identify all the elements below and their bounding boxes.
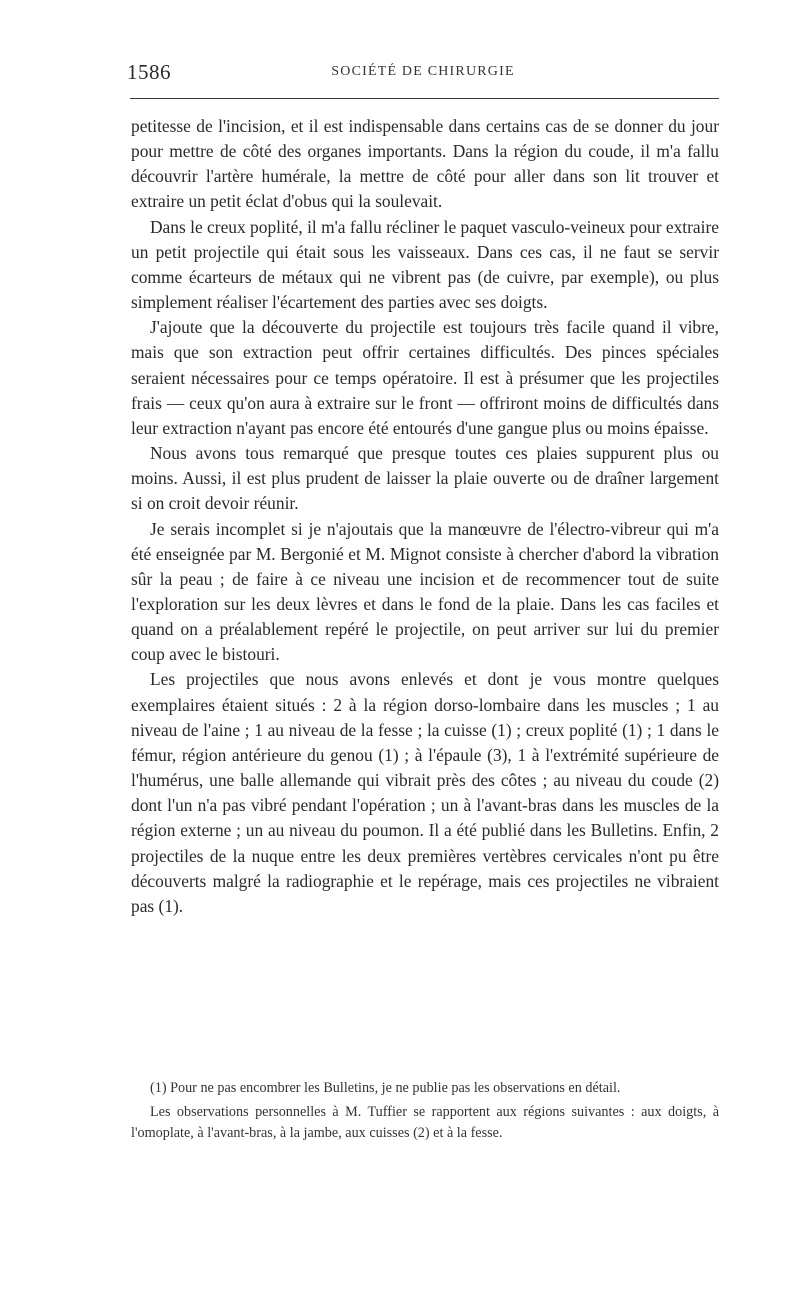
paragraph-1: petitesse de l'incision, et il est indispensable dans certains cas de se donner du jour pour mettre de côté des organes importants. Dans la région du coude, il m'a fallu découvrir l'artère humérale, la mettre de côté pour aller dans son lit trouver et extraire un petit éclat d'obus qui la soulevait. bbox=[131, 116, 719, 212]
footnote-1: (1) Pour ne pas encombrer les Bulletins, je ne publie pas les observations en détail. bbox=[150, 1080, 621, 1096]
paragraph-2: Dans le creux poplité, il m'a fallu récliner le paquet vasculo-veineux pour extraire un petit projectile qui était sous les vaisseaux. Dans ces cas, il ne faut se servir comme écarteurs de métaux qui ne vibrent pas (de cuivre, par exemple), ou plus simplement réaliser l'écartement des parties avec ses doigts. bbox=[131, 216, 719, 313]
header-rule bbox=[130, 98, 719, 99]
footnotes bbox=[131, 1078, 719, 1147]
page-header bbox=[127, 58, 719, 88]
paragraph-5: Je serais incomplet si je n'ajoutais que la manœuvre de l'électro-vibreur qui m'a été enseignée par M. Bergonié et M. Mignot consiste à chercher d'abord la vibration sûr la peau ; de faire à ce niveau une incision et de recommencer tout de suite l'exploration sur les deux lèvres et dans le fond de la plaie. Dans les cas faciles et quand on a préalablement repéré le projectile, on peut arriver sur lui du premier coup avec le bistouri. bbox=[131, 518, 719, 665]
main-text bbox=[131, 114, 719, 919]
paragraph-6: Les projectiles que nous avons enlevés et dont je vous montre quelques exemplaires étaient situés : 2 à la région dorso-lombaire dans les muscles ; 1 au niveau de l'aine ; 1 au niveau de la fesse ; la cuisse (1) ; creux poplité (1) ; 1 dans le fémur, région antérieure du genou (1) ; à l'épaule (3), 1 à l'extrémité supérieure de l'humérus, une balle allemande qui vibrait près des côtes ; au niveau du coude (2) dont l'un n'a pas vibré pendant l'opération ; un à l'avant-bras dans les muscles de la région externe ; un au niveau du poumon. Il a été publié dans les Bulletins. Enfin, 2 projectiles de la nuque entre les deux premières vertèbres cervicales n'ont pu être découverts malgré la radiographie et le repérage, mais ces projectiles ne vibraient pas (1). bbox=[131, 669, 719, 916]
paragraph-4: Nous avons tous remarqué que presque toutes ces plaies suppurent plus ou moins. Aussi, il est plus prudent de laisser la plaie ouverte ou de draîner largement si on croit devoir réunir. bbox=[131, 443, 719, 514]
footnote-2: Les observations personnelles à M. Tuffier se rapportent aux régions suivantes : aux doigts, à l'omoplate, à l'avant-bras, à la jambe, aux cuisses (2) et à la fesse. bbox=[131, 1104, 719, 1141]
paragraph-3: J'ajoute que la découverte du projectile est toujours très facile quand il vibre, mais que son extraction peut offrir certaines difficultés. Des pinces spéciales seraient nécessaires pour ce temps opératoire. Il est à présumer que les projectiles frais — ceux qu'on aura à extraire sur le front — offriront moins de difficultés dans leur extraction n'ayant pas encore été entourés d'une gangue plus ou moins épaisse. bbox=[131, 317, 719, 438]
running-title: SOCIÉTÉ DE CHIRURGIE bbox=[331, 64, 515, 79]
page-number: 1586 bbox=[127, 60, 171, 84]
